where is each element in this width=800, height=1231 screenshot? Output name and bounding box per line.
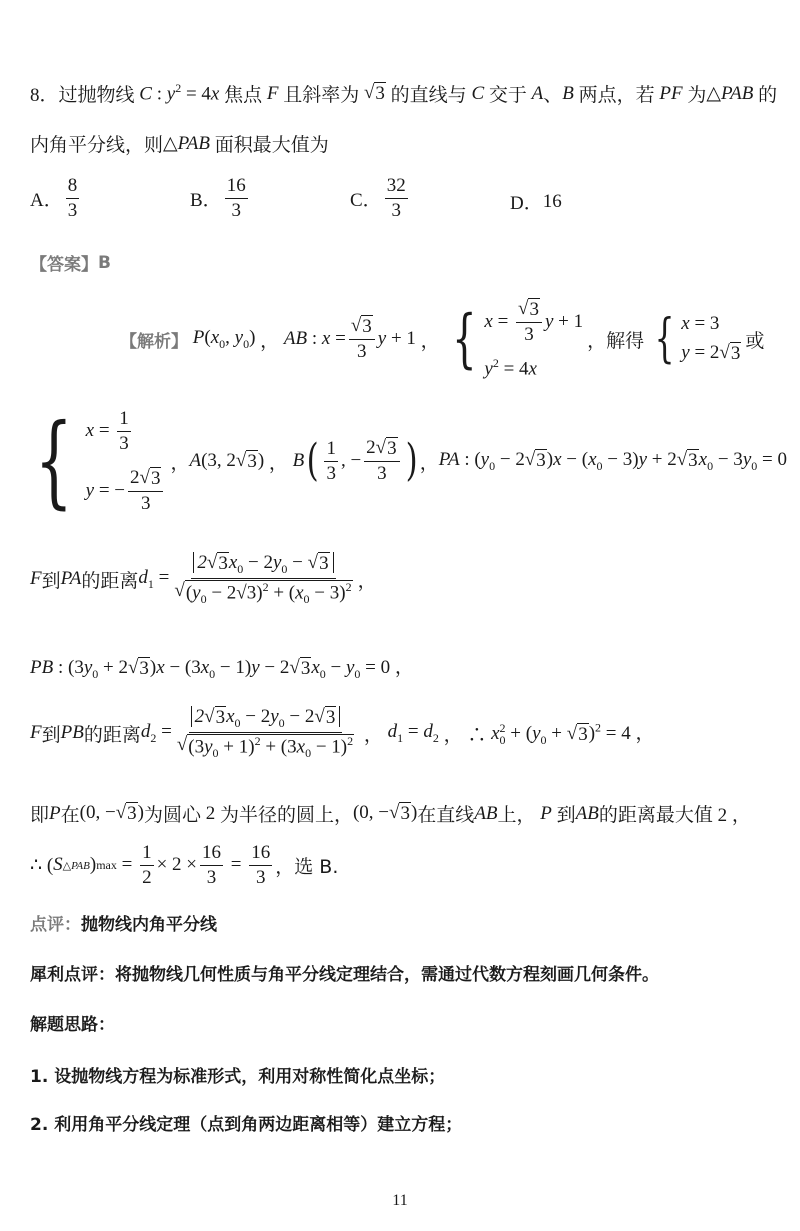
analysis-line-5: F 到 PB 的距离 $d_2$ = 2 √ 3 $x_0 - 2y_0 - 2$ √ 3 √ $(3y_0 + 1)^2 + (3x_0 - 1)^2$ ， $d_1 = d_2$ ， ∴ $x_0^2 + (y_0$ + √ 3 )$^2$ = 4 ，: [30, 706, 655, 760]
distance-d1: 2 √ 3 $x_0 - 2y_0$ − √ 3 √ $(y_0 - 2√3)^2 + (x_0 - 3)^2$: [174, 552, 352, 606]
option-c-fraction: $\frac{32}{3}$: [386, 175, 406, 221]
page-number: 11: [392, 1192, 408, 1209]
option-c: C． $\frac{32}{3}$: [350, 175, 406, 221]
approach-step-1: 1. 设抛物线方程为标准形式，利用对称性简化点坐标；: [30, 1067, 446, 1087]
comment-line: [30, 910, 217, 935]
solution-1: { x = 3 y = 2 √ 3: [654, 309, 741, 369]
answer-line: [30, 250, 111, 275]
circle-equation: $x_0^2 + (y_0$ + √ 3 )$^2$ = 4 ，: [491, 721, 655, 748]
line-pa: PA : ($y_0 - 2$ √ 3 )$x - (x_0 - 3)y + 2$ √ 3 $x_0 - 3y_0 = 0$: [438, 448, 787, 473]
sharp-comment-label: 犀利点评：: [30, 965, 115, 985]
answer-label: 【答案】: [30, 255, 98, 275]
analysis-line-7: ∴ ( S △PAB ) max = $\frac{1}{2}$ × 2 × $\frac{16}{3}$ = $\frac{16}{3}$ ，选 B.: [30, 842, 339, 888]
analysis-line-1: 【解析】 $P(x_0$, $y_0$) ， AB : x = √ 3 3 y + 1 ， { x = √ 3 3 y + 1 $y^2 = 4x$ ，解得 { x = 3 y = 2 √ 3 或: [120, 298, 765, 380]
analysis-line-4: [30, 652, 414, 682]
question-number: 8．: [30, 85, 59, 106]
analysis-line-2: { x = $\frac{1}{3}$ y = − 2 √ 3 3 ， A(3, 2 √ 3 ) ， B ( $\frac{1}{3}$ , − 2 √ 3 3 ) ， PA : ($y_0 - 2$ √ 3 )$x - (x_0 - 3)y + 2$ √ 3 $x_0 - 3y_0 = 0$: [18, 408, 787, 514]
sharp-comment-line: [30, 960, 659, 985]
distance-d2: 2 √ 3 $x_0 - 2y_0 - 2$ √ 3 √ $(3y_0 + 1)^2 + (3x_0 - 1)^2$: [176, 706, 354, 760]
analysis-line-6: 即 P 在 (0, − √ 3 ) 为圆心 2 为半径的圆上， (0, − √ 3 ) 在直线 AB 上， P 到 AB 的距离最大值 2 ，: [30, 802, 751, 826]
option-d: D． 16: [510, 190, 562, 214]
point-a: A(3, 2 √ 3 ): [189, 449, 265, 472]
analysis-label: 【解析】: [120, 331, 188, 352]
approach-step-2: 2. 利用角平分线定理（点到角两边距离相等）建立方程；: [30, 1115, 463, 1135]
analysis-line-3: F 到 PA 的距离 $d_1$ = 2 √ 3 $x_0 - 2y_0$ − √ 3 √ $(y_0 - 2√3)^2 + (x_0 - 3)^2$ ，: [30, 552, 377, 606]
point-b: B ( $\frac{1}{3}$ , − 2 √ 3 3 ): [292, 435, 418, 487]
system-of-equations: { x = √ 3 3 y + 1 $y^2 = 4x$: [451, 298, 584, 380]
comment-text: 抛物线内角平分线: [81, 915, 217, 935]
sqrt-3: √ 3: [363, 82, 385, 104]
solution-2: { x = $\frac{1}{3}$ y = − 2 √ 3 3: [22, 408, 166, 514]
question-line-2: 内角平分线，则 △PAB 面积最大值为: [30, 133, 329, 156]
option-a: A． $\frac{8}{3}$: [30, 175, 78, 221]
line-pb: PB : ($3y_0 + 2$ √ 3 )$x - (3x_0 - 1)y - 2$ √ 3 $x_0 - y_0 = 0$ ，: [30, 657, 414, 681]
option-a-fraction: $\frac{8}{3}$: [67, 175, 78, 221]
parabola-equation: C : $y^2 = 4x$: [134, 81, 225, 105]
option-b-fraction: $\frac{16}{3}$: [226, 175, 246, 221]
comment-label: 点评：: [30, 915, 81, 935]
option-b: B． $\frac{16}{3}$: [190, 175, 246, 221]
approach-title: 解题思路：: [30, 1015, 115, 1035]
sharp-comment-text: 将抛物线几何性质与角平分线定理结合，需通过代数方程刻画几何条件。: [115, 965, 659, 985]
question-line-1: 8． 过抛物线 C : $y^2 = 4x$ 焦点 F 且斜率为 √ 3 的直线与 C 交于 A 、 B 两点，若 PF 为 △PAB 的: [30, 81, 778, 106]
answer-value: B: [98, 252, 111, 273]
